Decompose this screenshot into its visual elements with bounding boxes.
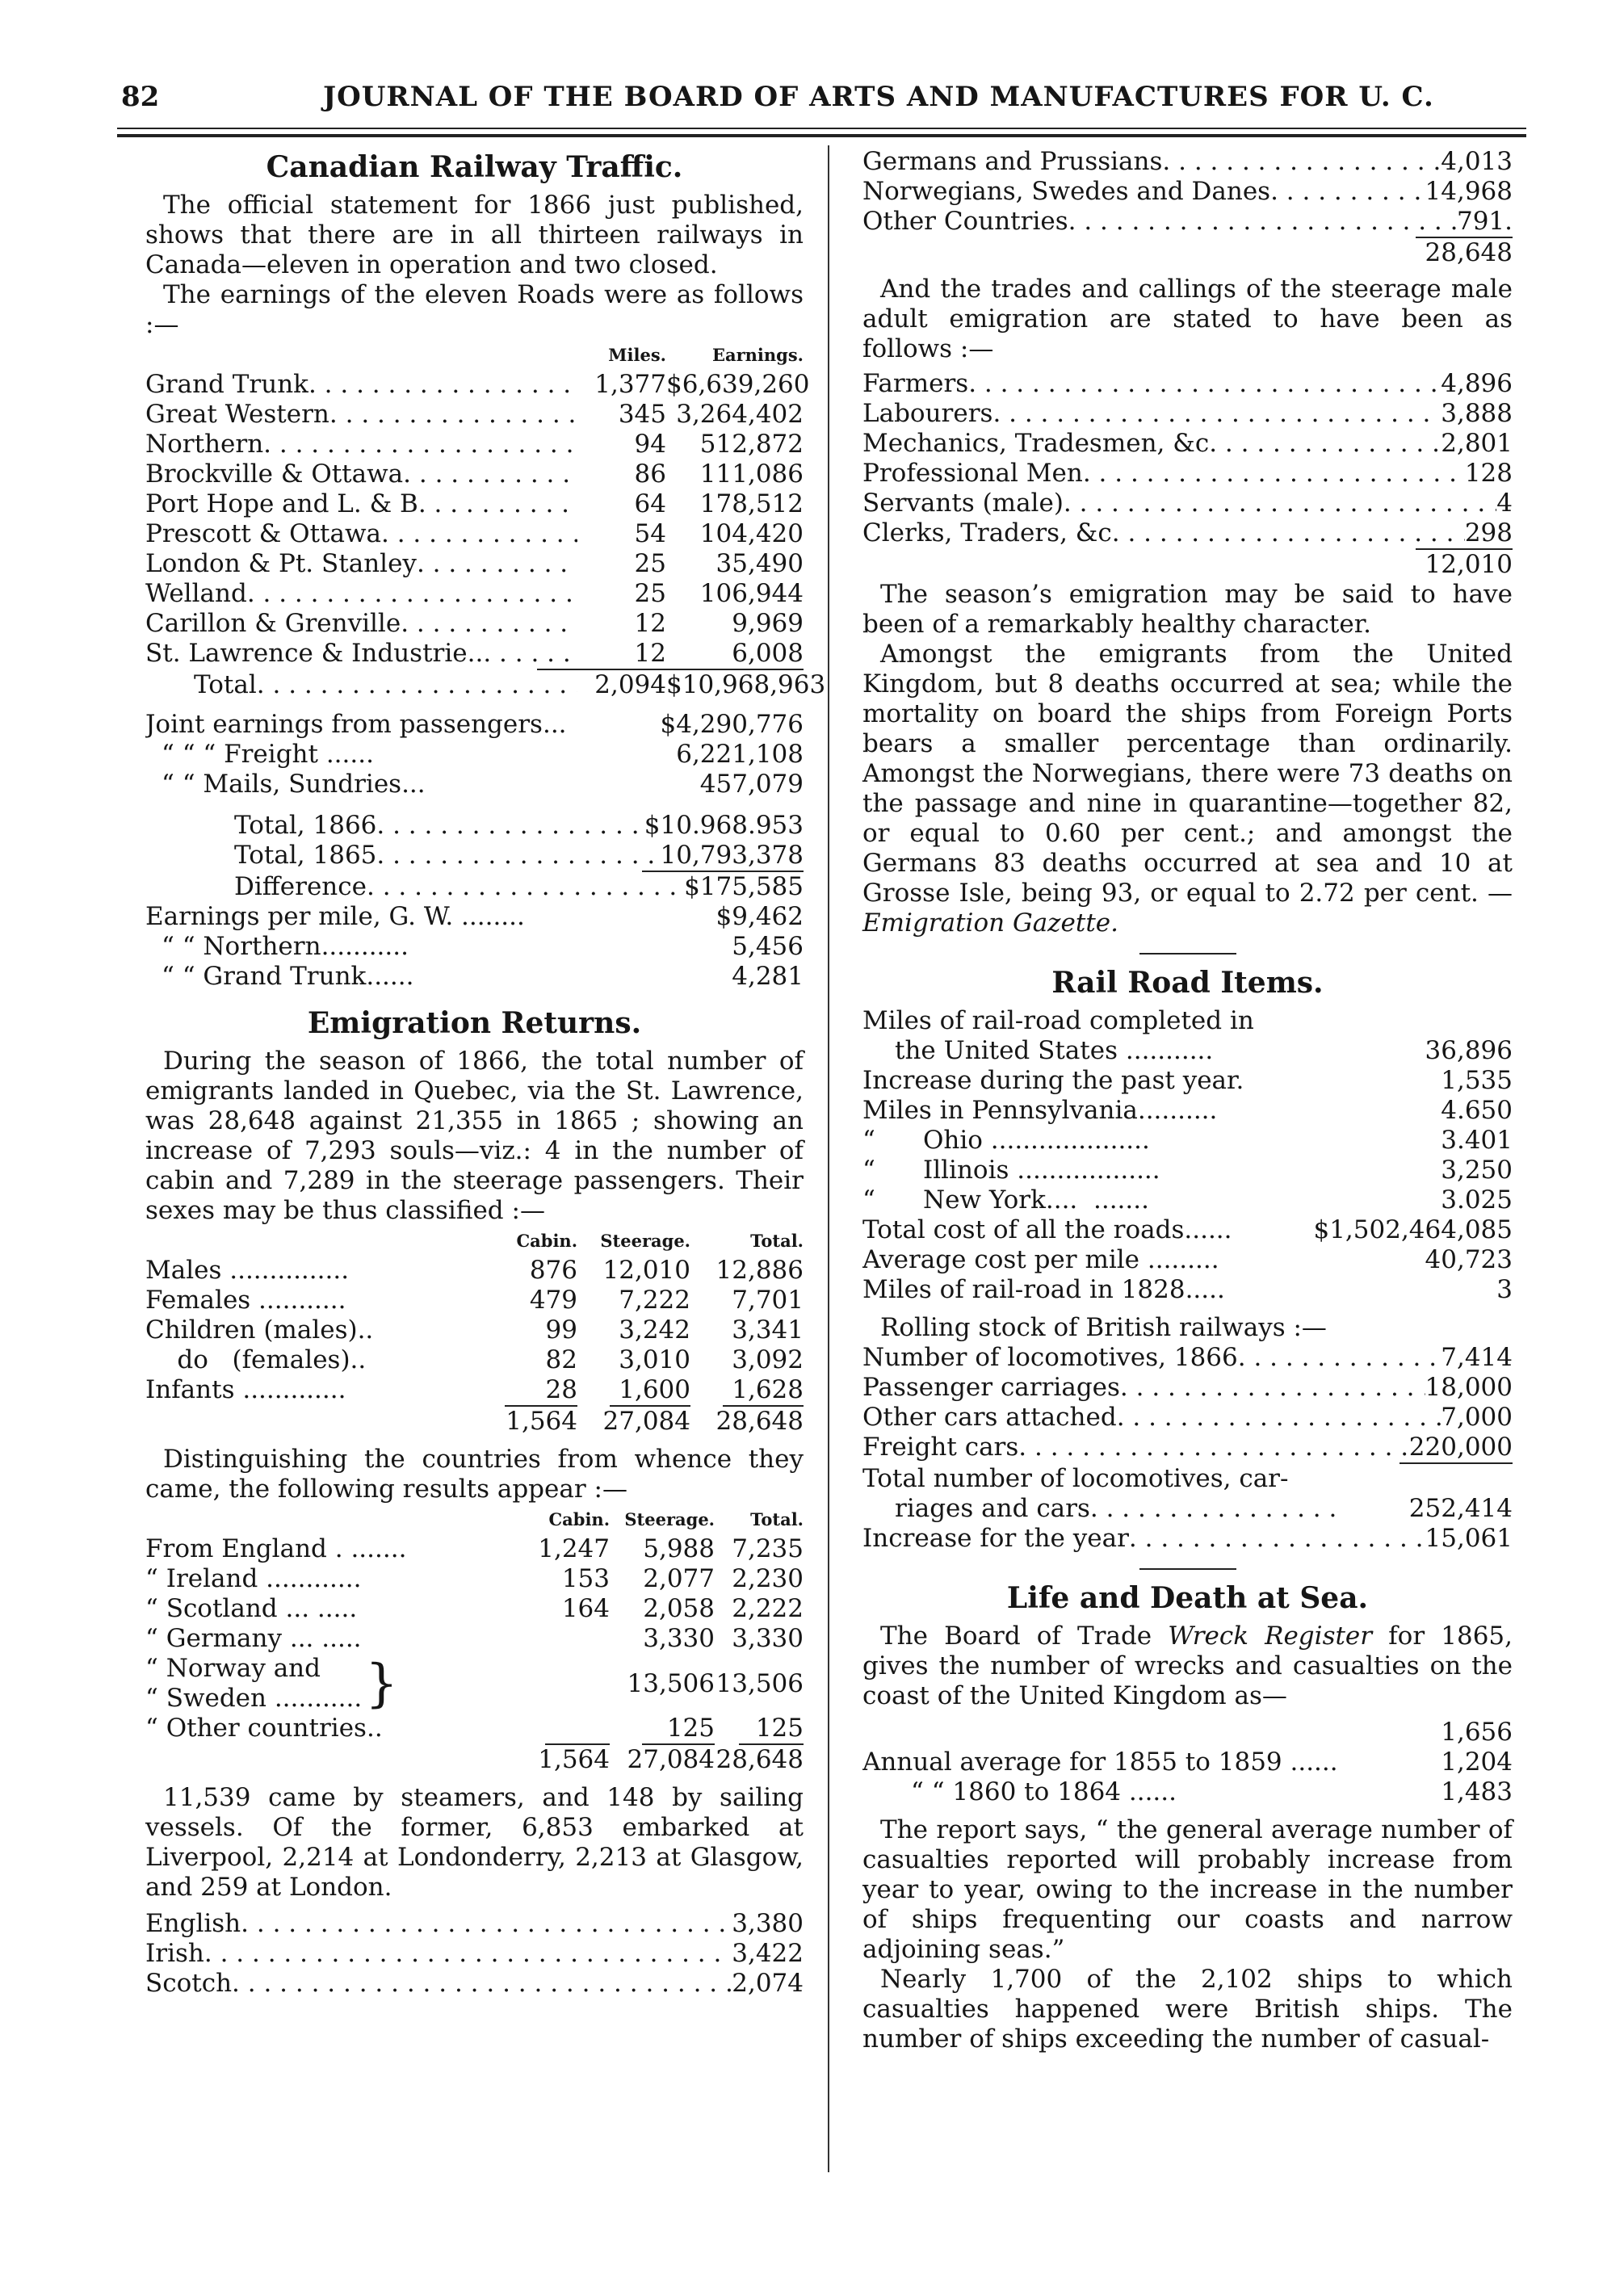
railway-earnings: 35,490	[715, 549, 804, 578]
emigration-para: Amongst the emigrants from the United Kingdom, but 8 deaths occurred at sea; while the mortality on board the ships from Foreign Ports bears a smaller percentage than ordinarily. Amongst the Norwegians, there were 73 deaths on the passage and nine in quarantine—together 82, or equal to 0.60 per cent.; and amongst the Germans 83 deaths occurred at sea and 10 at Grosse Isle, being 93, or equal to 2.72 per cent. — Emigration Gazette.	[862, 640, 1513, 938]
emigration-para: Distinguishing the countries from whence they came, the following results appear :—	[145, 1445, 804, 1504]
leader-dots	[418, 489, 577, 519]
stock-label: Freight cars	[862, 1433, 1019, 1462]
trade-row	[862, 399, 1513, 429]
sex-steerage: 3,010	[619, 1345, 690, 1374]
sex-steerage: 1,600	[619, 1375, 690, 1404]
trades-total: 12,010	[1425, 550, 1513, 579]
total-label: Total	[194, 670, 257, 699]
trades-table	[862, 369, 1513, 548]
col-head-miles: Miles.	[608, 345, 666, 365]
trade-label: Mechanics, Tradesmen, &c	[862, 429, 1210, 458]
country-steerage: 2,058	[643, 1594, 715, 1623]
trade-value: 298	[1464, 518, 1513, 548]
total-1865-row: Total, 1865 . . . 10,793,378	[145, 841, 804, 871]
country-steerage: 2,077	[643, 1564, 715, 1593]
railway-name: London & Pt. Stanley	[145, 549, 417, 578]
nationality-label: Other Countries	[862, 207, 1068, 236]
railroad-label: Miles in Pennsylvania..........	[862, 1096, 1218, 1125]
country-total-row: 1,564 27,084 28,648	[538, 1745, 804, 1774]
section-divider	[1139, 1568, 1236, 1570]
stock-value: 18,000	[1425, 1373, 1513, 1402]
railway-earnings: $6,639,260	[666, 370, 810, 399]
trade-value: 4,896	[1441, 369, 1513, 398]
country-label: “ Ireland ............	[145, 1564, 362, 1593]
leader-dots	[401, 609, 577, 639]
stock-row	[862, 1343, 1513, 1373]
stock-label: Passenger carriages	[862, 1373, 1120, 1402]
railway-row	[145, 579, 804, 609]
railway-row	[145, 430, 804, 459]
emigration-para: 11,539 came by steamers, and 148 by sailing vessels. Of the former, 6,853 embarked at Liverpool, 2,214 at Londonderry, 2,213 at Glasgow, and 259 at London.	[145, 1783, 804, 1902]
leader-dots	[204, 1939, 732, 1969]
railway-name: Carillon & Grenville	[145, 609, 401, 638]
nationality-total: 28,648	[1425, 238, 1513, 267]
sex-label: Infants .............	[145, 1375, 346, 1404]
nationality-row	[862, 207, 1513, 237]
railway-name: Northern	[145, 430, 264, 459]
leader-dots	[247, 579, 577, 609]
nationality-label: Scotch	[145, 1969, 233, 1998]
country-row: “ Other countries.. 125 125	[145, 1714, 804, 1743]
railroad-value: 1,535	[1441, 1066, 1513, 1095]
trade-label: Servants (male)	[862, 489, 1064, 518]
trade-label: Labourers	[862, 399, 993, 428]
sex-total: 3,092	[732, 1345, 804, 1374]
railway-miles: 94	[634, 430, 666, 459]
country-row	[145, 1534, 804, 1564]
stock-row	[862, 1403, 1513, 1433]
nationality-row	[862, 177, 1513, 207]
railway-name: St. Lawrence & Industrie..	[145, 639, 484, 668]
nationality-value: 4,013	[1441, 147, 1513, 176]
railway-total-row	[145, 670, 826, 700]
country-cabin: 153	[561, 1564, 610, 1593]
trade-value: 3,888	[1441, 399, 1513, 428]
sex-cabin: 876	[529, 1256, 577, 1285]
norway-row: “ Norway and “ Sweden ........... } 13,506 13,506	[145, 1654, 804, 1714]
railroad-row	[862, 1126, 1513, 1156]
stock-value: 7,414	[1441, 1343, 1513, 1372]
trade-label: Professional Men	[862, 459, 1083, 488]
railway-earnings: 106,944	[699, 579, 804, 608]
nationality-label: Irish	[145, 1939, 204, 1968]
page-header	[121, 81, 1494, 129]
railway-name: Welland	[145, 579, 247, 608]
earnings-per-mile-row: “ “ Grand Trunk...... 4,281	[162, 962, 804, 991]
earnings-per-mile-row: “ “ Northern........... 5,456	[162, 932, 804, 961]
trade-label: Clerks, Traders, &c	[862, 518, 1112, 548]
stock-label: Other cars attached	[862, 1403, 1117, 1432]
trade-row	[862, 459, 1513, 489]
lifedeath-para: Nearly 1,700 of the 2,102 ships to which casualties happened were British ships. The number of ships exceeding the number of casual-	[862, 1965, 1513, 2054]
railroad-table	[862, 1066, 1513, 1305]
stock-row	[862, 1373, 1513, 1403]
railway-earnings: 6,008	[732, 639, 804, 668]
page-number: 82	[121, 81, 160, 113]
brace: }	[365, 1654, 398, 1714]
country-table	[145, 1534, 804, 1654]
railway-title: Canadian Railway Traffic.	[266, 150, 683, 184]
railway-miles: 1,377	[594, 370, 666, 399]
railroad-row	[862, 1096, 1513, 1126]
railroad-value: $1,502,464,085	[1313, 1215, 1513, 1244]
railroad-label: Increase during the past year.	[862, 1066, 1244, 1095]
railway-row	[145, 400, 804, 430]
railroad-row: Miles of rail-road completed in the United States ........... 36,896	[862, 1006, 1513, 1065]
joint-earnings-row: Joint earnings from passengers... $4,290,776	[145, 710, 804, 739]
railroad-value: 3	[1496, 1275, 1513, 1304]
sex-total-row: 1,564 27,084 28,648	[506, 1407, 804, 1436]
header-rule	[117, 128, 1526, 129]
earnings-per-mile-row: Earnings per mile, G. W. ........ $9,462	[145, 902, 804, 931]
country-total: 7,235	[732, 1534, 804, 1563]
country-steerage: 3,330	[643, 1624, 715, 1653]
rolling-stock-increase: Increase for the year . . . 15,061	[862, 1524, 1513, 1554]
railway-earnings: 512,872	[699, 430, 804, 459]
railway-miles: 54	[634, 519, 666, 548]
railway-row	[145, 519, 804, 549]
sex-label: Children (males)..	[145, 1315, 374, 1345]
railroad-value: 3,250	[1441, 1156, 1513, 1185]
country-row	[145, 1624, 804, 1654]
leader-dots	[381, 519, 577, 549]
nationality-table	[145, 1909, 804, 1999]
col-head-earnings: Earnings.	[711, 345, 804, 365]
railway-earnings: 111,086	[699, 459, 804, 489]
country-label: From England . .......	[145, 1534, 407, 1563]
nationality-row	[145, 1909, 804, 1939]
sex-steerage: 3,242	[619, 1315, 690, 1345]
railroad-label: “ New York.... .......	[862, 1185, 1149, 1215]
railroad-row	[862, 1066, 1513, 1096]
railway-row	[145, 639, 804, 669]
right-column	[862, 147, 1513, 2054]
leader-dots	[1018, 1433, 1409, 1462]
emigration-title: Emigration Returns.	[307, 1006, 642, 1040]
trade-value: 2,801	[1441, 429, 1513, 458]
trade-label: Farmers	[862, 369, 969, 398]
sex-cabin: 82	[545, 1345, 577, 1374]
railway-row	[145, 459, 804, 489]
emigration-para: And the trades and callings of the steerage male adult emigration are stated to have been as follows :—	[862, 275, 1513, 363]
nationality-value: 14,968	[1425, 177, 1513, 206]
leader-dots	[1117, 1403, 1441, 1433]
leader-dots	[329, 400, 577, 430]
country-total: 2,230	[732, 1564, 804, 1593]
railroad-label: Average cost per mile .........	[862, 1245, 1219, 1274]
rolling-stock-total: Total number of locomotives, car- riages and cars . . . 252,414	[862, 1464, 1513, 1524]
nationality-table-cont	[862, 147, 1513, 237]
railway-row	[145, 489, 804, 519]
railway-earnings: 9,969	[732, 609, 804, 638]
trade-row	[862, 429, 1513, 459]
country-total: 2,222	[732, 1594, 804, 1623]
leader-dots	[483, 639, 577, 669]
section-divider	[1139, 953, 1236, 955]
leader-dots	[1162, 147, 1441, 177]
railway-para: The official statement for 1866 just published, shows that there are in all thirteen railways in Canada—eleven in operation and two closed.	[145, 191, 804, 279]
total-earnings: $10,968,963	[666, 670, 826, 699]
header-rule-thick	[117, 134, 1526, 137]
sex-label: Females ...........	[145, 1286, 346, 1315]
railroad-row	[862, 1156, 1513, 1185]
railway-name: Brockville & Ottawa	[145, 459, 404, 489]
sex-row	[145, 1315, 804, 1345]
lifedeath-para: The Board of Trade Wreck Register for 1865, gives the number of wrecks and casualties on the coast of the United Kingdom as—	[862, 1622, 1513, 1710]
leader-dots	[308, 370, 577, 400]
railway-miles: 25	[634, 549, 666, 578]
leader-dots	[232, 1969, 732, 1999]
nationality-row	[145, 1969, 804, 1999]
sex-steerage: 12,010	[602, 1256, 690, 1285]
railway-miles: 345	[618, 400, 666, 429]
sex-cabin: 99	[545, 1315, 577, 1345]
sex-row	[145, 1256, 804, 1286]
railway-name: Great Western	[145, 400, 329, 429]
leader-dots	[992, 399, 1441, 429]
nationality-label: Germans and Prussians	[862, 147, 1163, 176]
left-column	[145, 147, 826, 1999]
nationality-value: 3,380	[732, 1909, 804, 1938]
railroad-row	[862, 1275, 1513, 1305]
trade-value: 128	[1464, 459, 1513, 488]
railway-row	[145, 549, 804, 579]
railway-earnings: 3,264,402	[676, 400, 804, 429]
railroad-row	[862, 1245, 1513, 1275]
railroad-value: 3.025	[1441, 1185, 1513, 1215]
country-cabin: 164	[561, 1594, 610, 1623]
leader-dots	[1209, 429, 1441, 459]
sex-label: do (females)..	[145, 1345, 367, 1374]
country-label: “ Germany ... .....	[145, 1624, 362, 1653]
railroad-value: 3.401	[1441, 1126, 1513, 1155]
railroad-row	[862, 1185, 1513, 1215]
country-total: 3,330	[732, 1624, 804, 1653]
railway-table-header	[145, 340, 804, 370]
stock-value: 7,000	[1441, 1403, 1513, 1432]
sex-cabin: 479	[529, 1286, 577, 1315]
rolling-stock-table	[862, 1343, 1513, 1462]
railway-miles: 12	[634, 609, 666, 638]
leader-dots	[241, 1909, 732, 1939]
nationality-value: 791.	[1456, 207, 1513, 236]
nationality-row	[862, 147, 1513, 177]
nationality-label: English	[145, 1909, 241, 1938]
railway-earnings: 178,512	[699, 489, 804, 518]
leader-dots	[1238, 1343, 1441, 1373]
journal-title: JOURNAL OF THE BOARD OF ARTS AND MANUFACTURES FOR U. C.	[323, 81, 1434, 113]
source-citation: Emigration Gazette.	[862, 908, 1118, 938]
railroad-label: Miles of rail-road in 1828.....	[862, 1275, 1225, 1304]
railroad-label: Total cost of all the roads......	[862, 1215, 1232, 1244]
nationality-label: Norwegians, Swedes and Danes	[862, 177, 1271, 206]
sex-table-header: Cabin. Steerage. Total.	[516, 1231, 804, 1251]
sex-row	[145, 1375, 804, 1405]
lifedeath-para: The report says, “ the general average number of casualties reported will probably increase from year to year, owing to the increase in the number of ships frequenting our coasts and narrow adjoining seas.”	[862, 1815, 1513, 1964]
leader-dots	[1083, 459, 1465, 489]
railway-miles: 64	[634, 489, 666, 518]
country-cabin: 1,247	[538, 1534, 610, 1563]
railway-table	[145, 370, 810, 669]
joint-earnings-row: “ “ “ Freight ...... 6,221,108	[162, 740, 804, 769]
leader-dots	[968, 369, 1441, 399]
difference-row: Difference . . . $175,585	[145, 872, 804, 902]
emigration-para: During the season of 1866, the total number of emigrants landed in Quebec, via the St. Lawrence, was 28,648 against 21,355 in 1865 ; showing an increase of 7,293 souls—viz.: 4 in the number of cabin and 7,289 in the steerage passengers. Their sexes may be thus classified :—	[145, 1047, 804, 1225]
total-1866-row: Total, 1866 . . . $10.968.953	[145, 811, 804, 841]
railway-row	[145, 609, 804, 639]
sex-steerage: 7,222	[619, 1286, 690, 1315]
leader-dots	[403, 459, 577, 489]
sex-row	[145, 1286, 804, 1315]
sex-total: 7,701	[732, 1286, 804, 1315]
wrecks-average: “ “ 1860 to 1864 ...... 1,483	[911, 1777, 1513, 1806]
nationality-value: 2,074	[732, 1969, 804, 1998]
emigration-para: The season’s emigration may be said to have been of a remarkably healthy character.	[862, 580, 1513, 639]
railway-name: Grand Trunk	[145, 370, 308, 399]
leader-dots	[263, 430, 577, 459]
sex-cabin: 28	[545, 1375, 577, 1404]
stock-label: Number of locomotives, 1866	[862, 1343, 1238, 1372]
stock-value: 220,000	[1408, 1433, 1513, 1462]
sex-total: 12,886	[715, 1256, 804, 1285]
railway-row	[145, 370, 810, 400]
nationality-row	[145, 1939, 804, 1969]
country-label: “ Scotland ... .....	[145, 1594, 358, 1623]
railway-name: Port Hope and L. & B	[145, 489, 418, 518]
railway-name: Prescott & Ottawa	[145, 519, 382, 548]
railroad-value: 4.650	[1441, 1096, 1513, 1125]
trade-row	[862, 489, 1513, 518]
lifedeath-title: Life and Death at Sea.	[1006, 1581, 1369, 1615]
railroad-value: 40,723	[1425, 1245, 1513, 1274]
railroad-label: “ Ohio ....................	[862, 1126, 1150, 1155]
sex-table	[145, 1256, 804, 1405]
leader-dots	[1120, 1373, 1425, 1403]
country-steerage: 5,988	[643, 1534, 715, 1563]
trade-value: 4	[1496, 489, 1513, 518]
leader-dots	[1064, 489, 1496, 518]
wrecks-1865: 1,656	[1441, 1718, 1513, 1747]
country-table-header: Cabin. Steerage. Total.	[548, 1509, 804, 1529]
column-divider	[828, 145, 829, 2172]
leader-dots	[1068, 207, 1457, 237]
railroad-row	[862, 1215, 1513, 1245]
sex-total: 3,341	[732, 1315, 804, 1345]
railway-miles: 12	[634, 639, 666, 668]
leader-dots	[1270, 177, 1425, 207]
rolling-stock-intro: Rolling stock of British railways :—	[880, 1313, 1327, 1342]
railway-earnings: 104,420	[699, 519, 804, 548]
stock-row	[862, 1433, 1513, 1462]
joint-earnings-row: “ “ Mails, Sundries... 457,079	[162, 770, 804, 799]
sex-row	[145, 1345, 804, 1375]
railway-miles: 25	[634, 579, 666, 608]
railway-miles: 86	[634, 459, 666, 489]
trade-row	[862, 369, 1513, 399]
sex-label: Males ...............	[145, 1256, 350, 1285]
railroad-title: Rail Road Items.	[1051, 966, 1324, 1000]
total-miles: 2,094	[594, 670, 666, 699]
trade-row	[862, 518, 1513, 548]
railroad-label: “ Illinois ..................	[862, 1156, 1160, 1185]
wrecks-average: Annual average for 1855 to 1859 ...... 1,204	[862, 1747, 1513, 1777]
leader-dots	[417, 549, 577, 579]
leader-dots	[1112, 518, 1465, 548]
country-row	[145, 1564, 804, 1594]
nationality-value: 3,422	[732, 1939, 804, 1968]
sex-total: 1,628	[732, 1375, 804, 1404]
country-row	[145, 1594, 804, 1624]
railway-para: The earnings of the eleven Roads were as follows :—	[145, 280, 804, 339]
